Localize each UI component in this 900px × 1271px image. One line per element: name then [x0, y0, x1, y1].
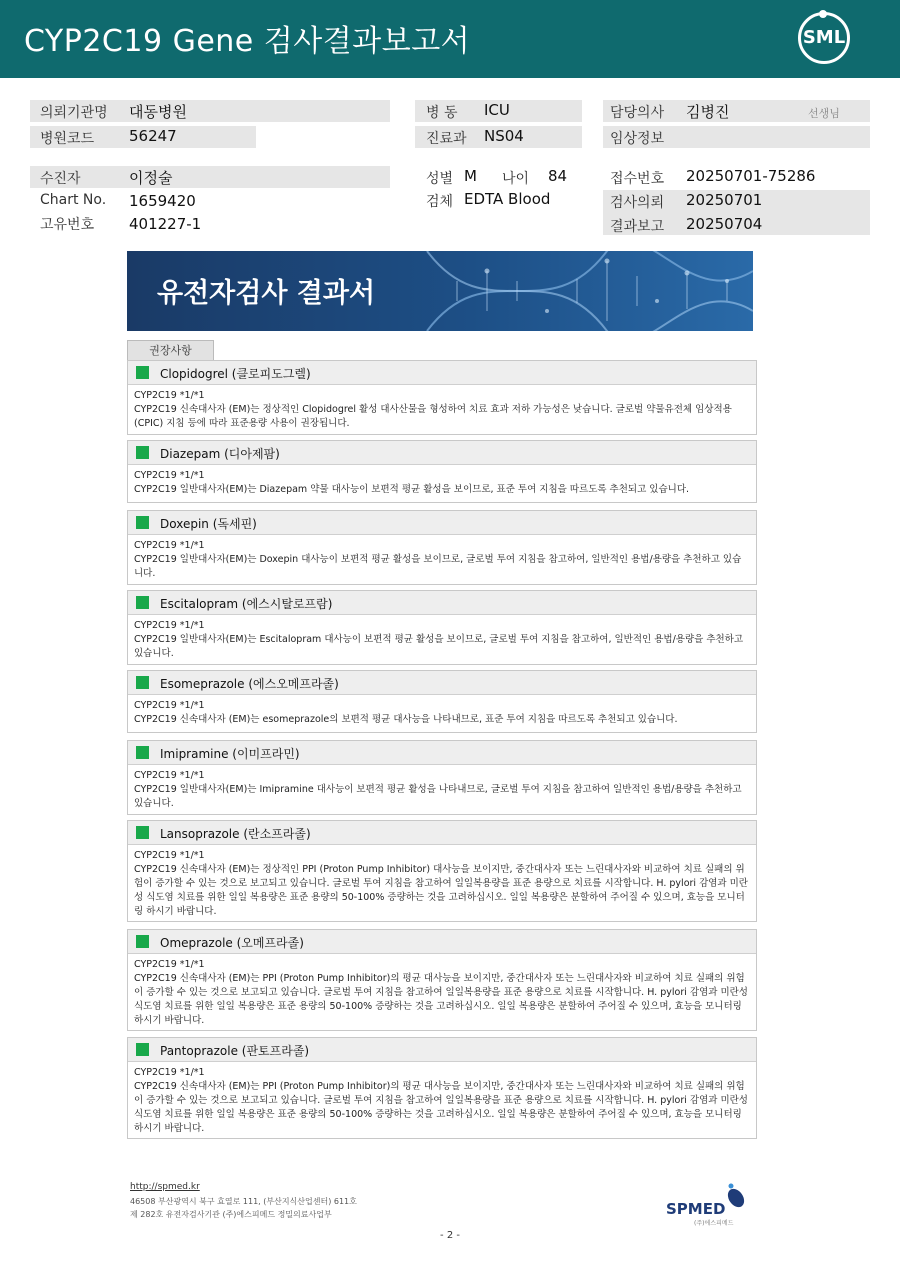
genotype: CYP2C19 *1/*1 — [134, 850, 205, 861]
green-square-icon — [136, 935, 149, 948]
sex-value: M — [464, 167, 477, 185]
section-header — [128, 741, 756, 765]
spmed-logo: SPMED — [666, 1200, 726, 1218]
green-square-icon — [136, 516, 149, 529]
section-body — [128, 465, 756, 497]
dept-label: 진료과 — [426, 131, 467, 147]
code-value: 56247 — [129, 127, 177, 145]
id-value: 401227-1 — [129, 215, 202, 233]
drug-section-omeprazole — [127, 929, 757, 1031]
section-title: Escitalopram (에스시탈로프람) — [160, 597, 333, 611]
section-header — [128, 821, 756, 845]
genotype: CYP2C19 *1/*1 — [134, 1067, 205, 1078]
tab-recommendations[interactable]: 권장사항 — [127, 340, 214, 361]
green-square-icon — [136, 366, 149, 379]
id-label: 고유번호 — [40, 217, 95, 233]
section-title: Lansoprazole (란소프라졸) — [160, 827, 311, 841]
section-body — [128, 765, 756, 811]
genotype: CYP2C19 *1/*1 — [134, 540, 205, 551]
section-header — [128, 441, 756, 465]
drug-section-clopidogrel — [127, 360, 757, 435]
chart-label: Chart No. — [40, 192, 107, 208]
section-title: Doxepin (독세핀) — [160, 517, 257, 531]
section-body — [128, 954, 756, 1028]
receipt-label: 접수번호 — [610, 171, 665, 187]
green-square-icon — [136, 596, 149, 609]
footer-license: 제 282호 유전자검사기관 (주)에스피메드 정밀의료사업부 — [130, 1210, 332, 1219]
chart-value: 1659420 — [129, 192, 196, 210]
drug-section-doxepin — [127, 510, 757, 585]
recommendation-text: CYP2C19 신속대사자 (EM)는 PPI (Proton Pump Inhibitor)의 평균 대사능을 보이지만, 중간대사자 또는 느린대사자와 비교하여 치료 실패의 위험이 증가할 수 있는 것으로 보고되고 있습니다. 글로벌 투여 지침을 참고하여 일일복용량을 표준 용량으로 치료를 시작합니다. H. pylori 감염과 미란성 식도염 치료를 위한 일일 복용량은 표준 용량의 50-100% 증량하는 것을 고려하십시오. 일일 복용량은 분할하여 주어질 수 있으며, 효능을 모니터링 하시기 바랍니다. — [134, 973, 748, 1026]
footer-address: 46508 부산광역시 북구 효열로 111, (부산지식산업센터) 611호 — [130, 1197, 357, 1206]
section-header — [128, 361, 756, 385]
section-body — [128, 385, 756, 431]
hospital-value: 대동병원 — [129, 103, 187, 121]
section-body — [128, 615, 756, 661]
section-title: Pantoprazole (판토프라졸) — [160, 1044, 310, 1058]
code-label: 병원코드 — [40, 131, 95, 147]
result-banner — [127, 251, 753, 331]
report-title: CYP2C19 Gene 검사결과보고서 — [24, 24, 471, 59]
recommendation-text: CYP2C19 일반대사자(EM)는 Imipramine 대사능이 보편적 평균 활성을 나타내므로, 글로벌 투여 지침을 참고하여 일반적인 용법/용량을 추천하고 있습니다. — [134, 784, 742, 809]
section-body — [128, 845, 756, 919]
age-label: 나이 — [502, 171, 530, 187]
drug-section-lansoprazole — [127, 820, 757, 922]
recommendation-text: CYP2C19 신속대사자 (EM)는 정상적인 Clopidogrel 활성 대사산물을 형성하여 치료 효과 저하 가능성은 낮습니다. 글로벌 약물유전체 임상적용 (CPIC) 지침 등에 따라 표준용량 사용이 권장됩니다. — [134, 404, 732, 429]
section-header — [128, 930, 756, 954]
doctor-value: 김병진 — [686, 103, 730, 121]
request-value: 20250701 — [686, 191, 763, 209]
sex-label: 성별 — [426, 171, 454, 187]
section-body — [128, 1062, 756, 1136]
age-value: 84 — [548, 167, 568, 185]
recommendation-text: CYP2C19 일반대사자(EM)는 Escitalopram 대사능이 보편적 평균 활성을 보이므로, 글로벌 투여 지침을 참고하여, 일반적인 용법/용량을 추천하고 있습니다. — [134, 634, 744, 659]
section-title: Omeprazole (오메프라졸) — [160, 936, 304, 950]
green-square-icon — [136, 1043, 149, 1056]
genotype: CYP2C19 *1/*1 — [134, 620, 205, 631]
green-square-icon — [136, 826, 149, 839]
genotype: CYP2C19 *1/*1 — [134, 390, 205, 401]
report-header — [0, 0, 900, 78]
green-square-icon — [136, 676, 149, 689]
section-title: Imipramine (이미프라민) — [160, 747, 300, 761]
dept-value: NS04 — [484, 127, 524, 145]
request-label: 검사의뢰 — [610, 195, 665, 211]
footer-url-link[interactable]: http://spmed.kr — [130, 1182, 200, 1192]
specimen-value: EDTA Blood — [464, 190, 551, 208]
section-body — [128, 535, 756, 581]
specimen-label: 검체 — [426, 194, 454, 210]
section-body — [128, 695, 756, 727]
doctor-label: 담당의사 — [610, 105, 665, 121]
report-date-value: 20250704 — [686, 215, 763, 233]
recommendation-text: CYP2C19 일반대사자(EM)는 Diazepam 약물 대사능이 보편적 평균 활성을 보이므로, 표준 투여 지침을 따르도록 추천되고 있습니다. — [134, 484, 690, 495]
recommendation-text: CYP2C19 신속대사자 (EM)는 PPI (Proton Pump Inhibitor)의 평균 대사능을 보이지만, 중간대사자 또는 느린대사자와 비교하여 치료 실패의 위험이 증가할 수 있는 것으로 보고되고 있습니다. 글로벌 투여 지침을 참고하여 일일복용량을 표준 용량으로 치료를 시작합니다. H. pylori 감염과 미란성 식도염 치료를 위한 일일 복용량은 표준 용량의 50-100% 증량하는 것을 고려하십시오. 일일 복용량은 분할하여 주어질 수 있으며, 효능을 모니터링 하시기 바랍니다. — [134, 1081, 748, 1134]
recommendation-text: CYP2C19 일반대사자(EM)는 Doxepin 대사능이 보편적 평균 활성을 보이므로, 글로벌 투여 지침을 참고하여, 일반적인 용법/용량을 추천하고 있습니다. — [134, 554, 742, 579]
section-title: Clopidogrel (클로피도그렐) — [160, 367, 311, 381]
logo-dot-icon — [819, 10, 827, 18]
section-header — [128, 591, 756, 615]
patient-value: 이정술 — [129, 169, 173, 187]
section-title: Esomeprazole (에스오메프라졸) — [160, 677, 339, 691]
section-header — [128, 671, 756, 695]
spmed-logo-sub: (주)에스피메드 — [694, 1220, 734, 1227]
section-title: Diazepam (디아제팜) — [160, 447, 280, 461]
drug-section-diazepam — [127, 440, 757, 503]
doctor-suffix: 선생님 — [808, 107, 840, 120]
patient-label: 수진자 — [40, 171, 81, 187]
banner-title: 유전자검사 결과서 — [157, 278, 376, 309]
page-number: - 2 - — [440, 1230, 460, 1241]
logo-text: SML — [802, 27, 846, 48]
genotype: CYP2C19 *1/*1 — [134, 700, 205, 711]
section-header — [128, 1038, 756, 1062]
drug-section-pantoprazole — [127, 1037, 757, 1139]
drug-section-escitalopram — [127, 590, 757, 665]
ward-label: 병 동 — [426, 105, 458, 121]
green-square-icon — [136, 746, 149, 759]
recommendation-text: CYP2C19 신속대사자 (EM)는 esomeprazole의 보편적 평균 대사능을 나타내므로, 표준 투여 지침을 따르도록 추천되고 있습니다. — [134, 714, 678, 725]
patient-row — [30, 166, 390, 188]
genotype: CYP2C19 *1/*1 — [134, 770, 205, 781]
ward-value: ICU — [484, 101, 510, 119]
report-date-label: 결과보고 — [610, 219, 665, 235]
spmed-capsule-icon — [722, 1182, 750, 1210]
sml-logo — [798, 12, 850, 64]
recommendation-text: CYP2C19 신속대사자 (EM)는 정상적인 PPI (Proton Pump Inhibitor) 대사능을 보이지만, 중간대사자 또는 느린대사자와 비교하여 치료 실패의 위험이 증가할 수 있는 것으로 보고되고 있습니다. 글로벌 투여 지침을 참고하여 일일복용량을 표준 용량으로 치료를 시작합니다. H. pylori 감염과 미란성 식도염 치료를 위한 일일 복용량은 표준 용량의 50-100% 증량하는 것을 고려하십시오. 일일 복용량은 분할하여 주어질 수 있으며, 효능을 모니터링 하시기 바랍니다. — [134, 864, 748, 917]
genotype: CYP2C19 *1/*1 — [134, 470, 205, 481]
clinical-label: 임상정보 — [610, 131, 665, 147]
drug-section-imipramine — [127, 740, 757, 815]
section-header — [128, 511, 756, 535]
genotype: CYP2C19 *1/*1 — [134, 959, 205, 970]
hospital-label: 의뢰기관명 — [40, 105, 108, 121]
drug-section-esomeprazole — [127, 670, 757, 733]
green-square-icon — [136, 446, 149, 459]
receipt-value: 20250701-75286 — [686, 167, 816, 185]
